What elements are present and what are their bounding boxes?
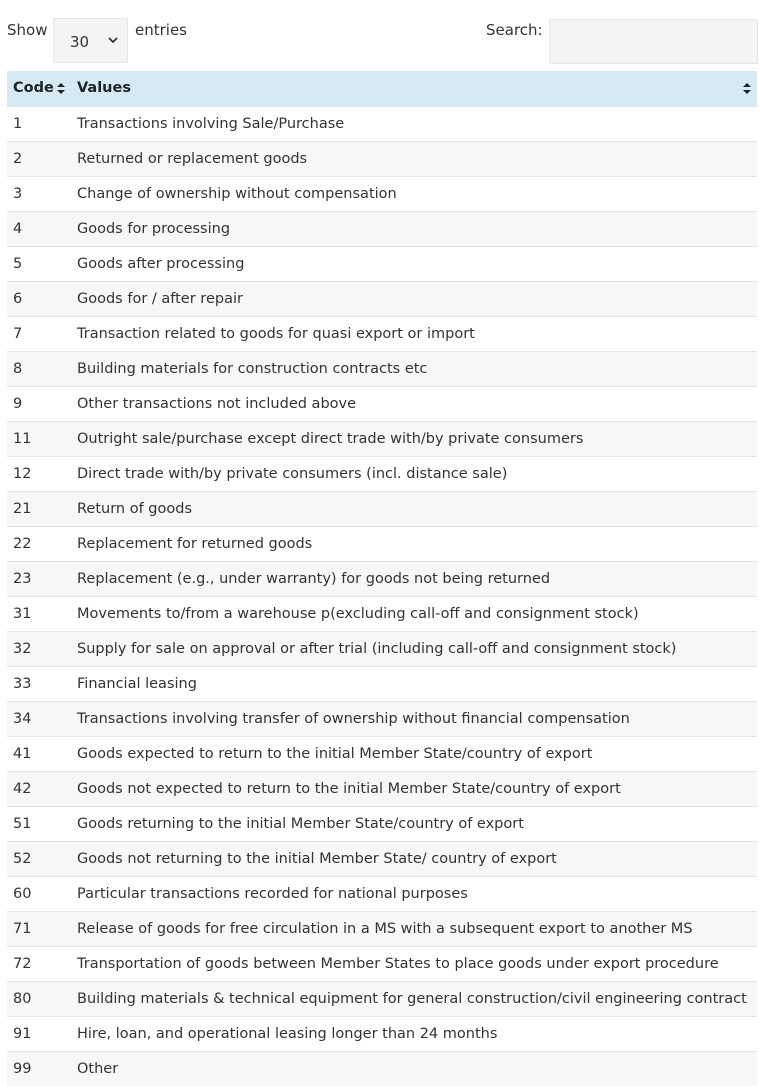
table-row xyxy=(7,386,757,421)
code-cell: 91 xyxy=(13,1025,32,1042)
value-cell: Transactions involving transfer of ownership without financial compensation xyxy=(77,710,630,727)
value-cell: Replacement for returned goods xyxy=(77,535,313,552)
sort-icon xyxy=(742,82,752,95)
table-row xyxy=(7,806,757,841)
table-row xyxy=(7,946,757,981)
table-row xyxy=(7,141,757,176)
table-row xyxy=(7,876,757,911)
value-cell: Supply for sale on approval or after trial (including call-off and consignment stock) xyxy=(77,640,677,657)
table-header-row xyxy=(7,71,757,106)
table-controls xyxy=(0,0,759,71)
value-cell: Financial leasing xyxy=(77,675,197,692)
code-cell: 51 xyxy=(13,815,32,832)
value-cell: Transaction related to goods for quasi export or import xyxy=(77,325,475,342)
code-cell: 7 xyxy=(13,325,23,342)
column-header-label: Values xyxy=(77,80,131,97)
chevron-down-icon xyxy=(107,34,119,46)
search-label: Search: xyxy=(486,21,543,39)
value-cell: Particular transactions recorded for national purposes xyxy=(77,885,468,902)
column-header-label: Code xyxy=(13,80,54,97)
code-cell: 4 xyxy=(13,220,23,237)
table-row xyxy=(7,316,757,351)
table-row xyxy=(7,246,757,281)
code-cell: 1 xyxy=(13,115,23,132)
value-cell: Release of goods for free circulation in a MS with a subsequent export to another MS xyxy=(77,920,693,937)
page-size-value: 30 xyxy=(70,33,90,51)
code-cell: 22 xyxy=(13,535,32,552)
sort-icon xyxy=(56,82,66,95)
code-cell: 42 xyxy=(13,780,32,797)
table-row xyxy=(7,176,757,211)
value-cell: Goods expected to return to the initial Member State/country of export xyxy=(77,745,593,762)
value-cell: Other xyxy=(77,1060,119,1077)
table-row xyxy=(7,1016,757,1051)
value-cell: Goods not returning to the initial Member State/ country of export xyxy=(77,850,557,867)
value-cell: Change of ownership without compensation xyxy=(77,185,397,202)
code-cell: 72 xyxy=(13,955,32,972)
code-cell: 9 xyxy=(13,395,23,412)
table-row xyxy=(7,456,757,491)
code-cell: 33 xyxy=(13,675,32,692)
table-row xyxy=(7,631,757,666)
value-cell: Return of goods xyxy=(77,500,193,517)
table-row xyxy=(7,596,757,631)
value-cell: Goods not expected to return to the initial Member State/country of export xyxy=(77,780,621,797)
value-cell: Other transactions not included above xyxy=(77,395,357,412)
code-cell: 32 xyxy=(13,640,32,657)
code-cell: 71 xyxy=(13,920,32,937)
table-row xyxy=(7,281,757,316)
table-row xyxy=(7,1051,757,1086)
table-row xyxy=(7,911,757,946)
table-row xyxy=(7,526,757,561)
value-cell: Goods for / after repair xyxy=(77,290,243,307)
table-row xyxy=(7,841,757,876)
code-cell: 41 xyxy=(13,745,32,762)
table-row xyxy=(7,666,757,701)
value-cell: Movements to/from a warehouse p(excluding call-off and consignment stock) xyxy=(77,605,639,622)
code-cell: 2 xyxy=(13,150,23,167)
table-row xyxy=(7,491,757,526)
table-row xyxy=(7,771,757,806)
table-row xyxy=(7,106,757,141)
show-label: Show xyxy=(7,21,48,39)
code-cell: 11 xyxy=(13,430,32,447)
code-cell: 5 xyxy=(13,255,23,272)
value-cell: Transportation of goods between Member States to place goods under export procedure xyxy=(77,955,719,972)
code-cell: 60 xyxy=(13,885,32,902)
code-cell: 99 xyxy=(13,1060,32,1077)
codes-table xyxy=(7,71,757,1086)
value-cell: Returned or replacement goods xyxy=(77,150,308,167)
code-cell: 6 xyxy=(13,290,23,307)
table-row xyxy=(7,981,757,1016)
code-cell: 31 xyxy=(13,605,32,622)
value-cell: Goods for processing xyxy=(77,220,231,237)
code-cell: 8 xyxy=(13,360,23,377)
table-row xyxy=(7,561,757,596)
table-row xyxy=(7,421,757,456)
value-cell: Replacement (e.g., under warranty) for goods not being returned xyxy=(77,570,551,587)
search-input[interactable] xyxy=(549,19,758,64)
code-cell: 34 xyxy=(13,710,32,727)
value-cell: Outright sale/purchase except direct trade with/by private consumers xyxy=(77,430,584,447)
code-cell: 3 xyxy=(13,185,23,202)
value-cell: Transactions involving Sale/Purchase xyxy=(77,115,345,132)
table-row xyxy=(7,736,757,771)
value-cell: Building materials for construction contracts etc xyxy=(77,360,428,377)
code-cell: 12 xyxy=(13,465,32,482)
code-cell: 52 xyxy=(13,850,32,867)
code-cell: 23 xyxy=(13,570,32,587)
page-size-select[interactable] xyxy=(53,18,128,63)
code-cell: 21 xyxy=(13,500,32,517)
value-cell: Goods returning to the initial Member State/country of export xyxy=(77,815,524,832)
code-cell: 80 xyxy=(13,990,32,1007)
column-header-code[interactable] xyxy=(7,71,71,106)
table-row xyxy=(7,701,757,736)
table-row xyxy=(7,351,757,386)
value-cell: Hire, loan, and operational leasing longer than 24 months xyxy=(77,1025,498,1042)
table-row xyxy=(7,211,757,246)
column-header-values[interactable] xyxy=(71,71,757,106)
value-cell: Building materials & technical equipment for general construction/civil engineering contract xyxy=(77,990,747,1007)
value-cell: Goods after processing xyxy=(77,255,245,272)
entries-label: entries xyxy=(135,21,187,39)
value-cell: Direct trade with/by private consumers (incl. distance sale) xyxy=(77,465,508,482)
